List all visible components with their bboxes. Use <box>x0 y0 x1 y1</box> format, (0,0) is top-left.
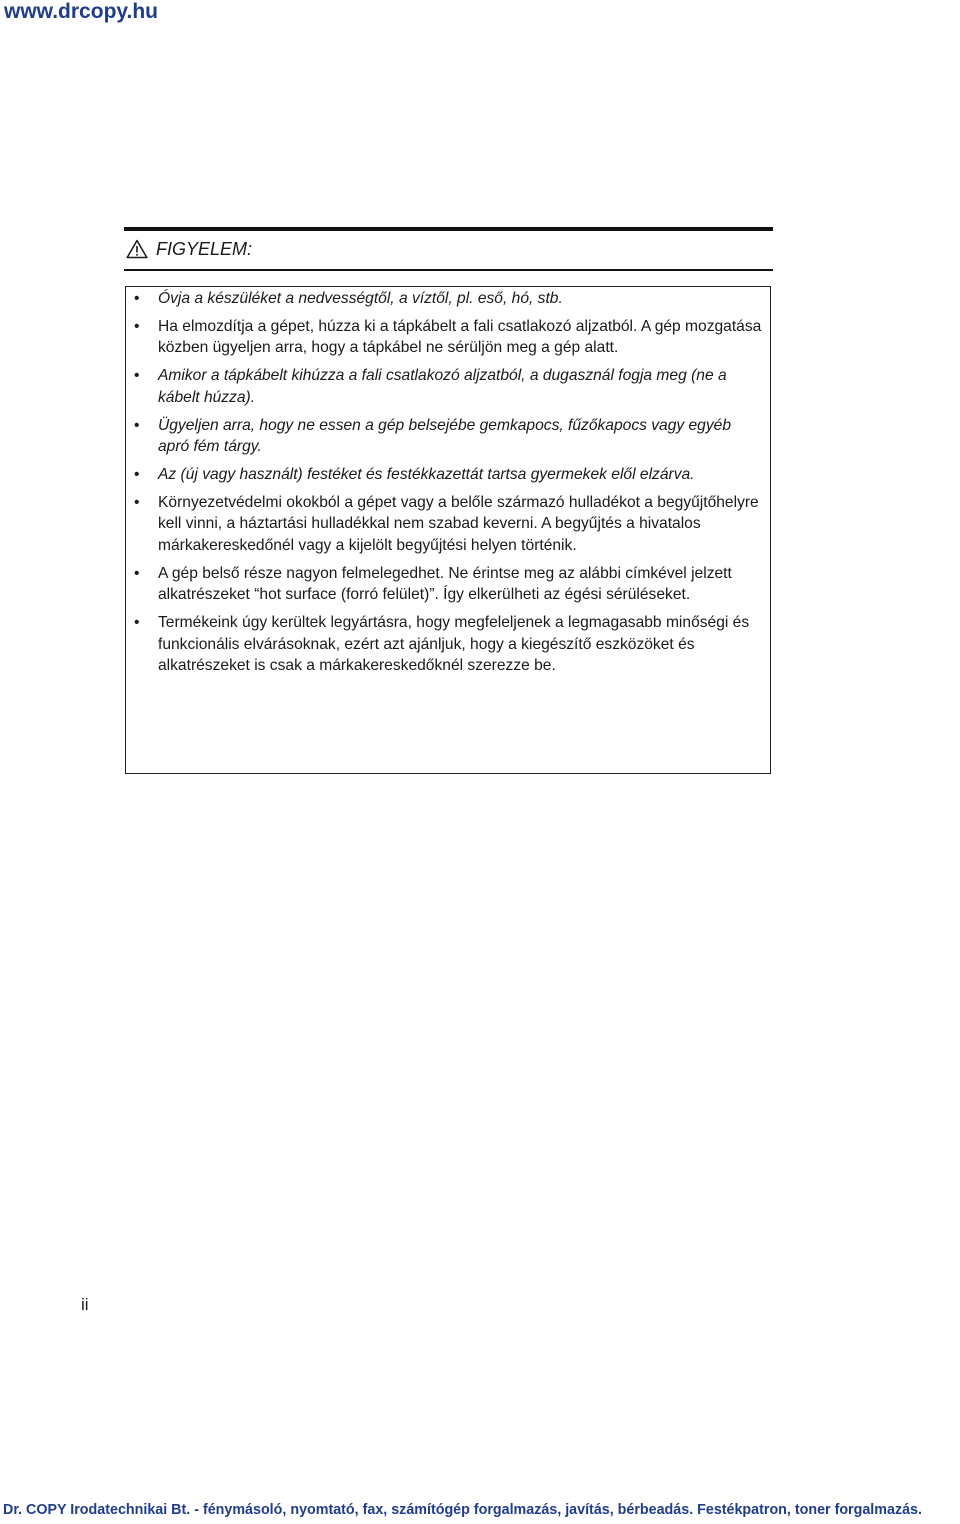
section-top-rule <box>124 227 773 231</box>
warning-item-text: Ha elmozdítja a gépet, húzza ki a tápkábelt a fali csatlakozó aljzatból. A gép mozgatása közben ügyeljen arra, hogy a tápkábel ne sérüljön meg a gép alatt. <box>158 317 762 357</box>
bullet-icon: • <box>134 367 140 385</box>
bullet-icon: • <box>134 493 140 511</box>
warning-title: FIGYELEM: <box>156 238 253 259</box>
bullet-icon: • <box>134 317 140 335</box>
warning-item <box>134 464 764 486</box>
warning-item-text: A gép belső része nagyon felmelegedhet. Ne érintse meg az alábbi címkével jelzett alkatrészeket “hot surface (forró felület)”. Így elkerülheti az égési sérüléseket. <box>158 564 732 604</box>
warning-item-text: Termékeink úgy kerültek legyártásra, hogy megfeleljenek a legmagasabb minőségi és funkcionális elvárásoknak, ezért azt ajánljuk, hogy a kiegészítő eszközöket és alkatrészeket is csak a márkakereskedőknél szerezze be. <box>158 614 750 675</box>
warning-triangle-icon <box>126 239 148 259</box>
bullet-icon: • <box>134 465 140 483</box>
footer-text[interactable]: Dr. COPY Irodatechnikai Bt. - fénymásoló, nyomtató, fax, számítógép forgalmazás, javítás, bérbeadás. Festékpatron, toner forgalmazás. <box>3 1502 922 1518</box>
warning-item <box>134 563 764 606</box>
warning-heading <box>126 236 252 262</box>
bullet-icon: • <box>134 416 140 434</box>
warning-item-text: Az (új vagy használt) festéket és festékkazettát tartsa gyermekek elől elzárva. <box>158 465 695 483</box>
warning-item-text: Ügyeljen arra, hogy ne essen a gép belsejébe gemkapocs, fűzőkapocs vagy egyéb apró fém tárgy. <box>158 416 732 456</box>
bullet-icon: • <box>134 614 140 632</box>
warning-item <box>134 415 764 458</box>
warning-item <box>134 316 764 359</box>
warning-list <box>134 288 764 683</box>
bullet-icon: • <box>134 564 140 582</box>
warning-item-text: Óvja a készüléket a nedvességtől, a víztől, pl. eső, hó, stb. <box>158 290 563 307</box>
warning-item <box>134 612 764 677</box>
warning-item <box>134 288 764 310</box>
bullet-icon: • <box>134 290 140 307</box>
warning-item <box>134 365 764 408</box>
site-url[interactable]: www.drcopy.hu <box>4 0 159 23</box>
page-number: ii <box>81 1295 89 1314</box>
warning-box <box>125 286 771 774</box>
warning-item-text: Amikor a tápkábelt kihúzza a fali csatlakozó aljzatból, a dugasznál fogja meg (ne a kábelt húzza). <box>158 367 727 406</box>
warning-item <box>134 492 764 557</box>
warning-item-text: Környezetvédelmi okokból a gépet vagy a belőle származó hulladékot a begyűjtőhelyre kell vinni, a háztartási hulladékkal nem szabad keverni. A begyűjtés a hivatalos márkakereskedőnél vagy a kijelölt begyűjtési helyen történik. <box>158 493 759 554</box>
section-heading-rule <box>124 269 773 271</box>
